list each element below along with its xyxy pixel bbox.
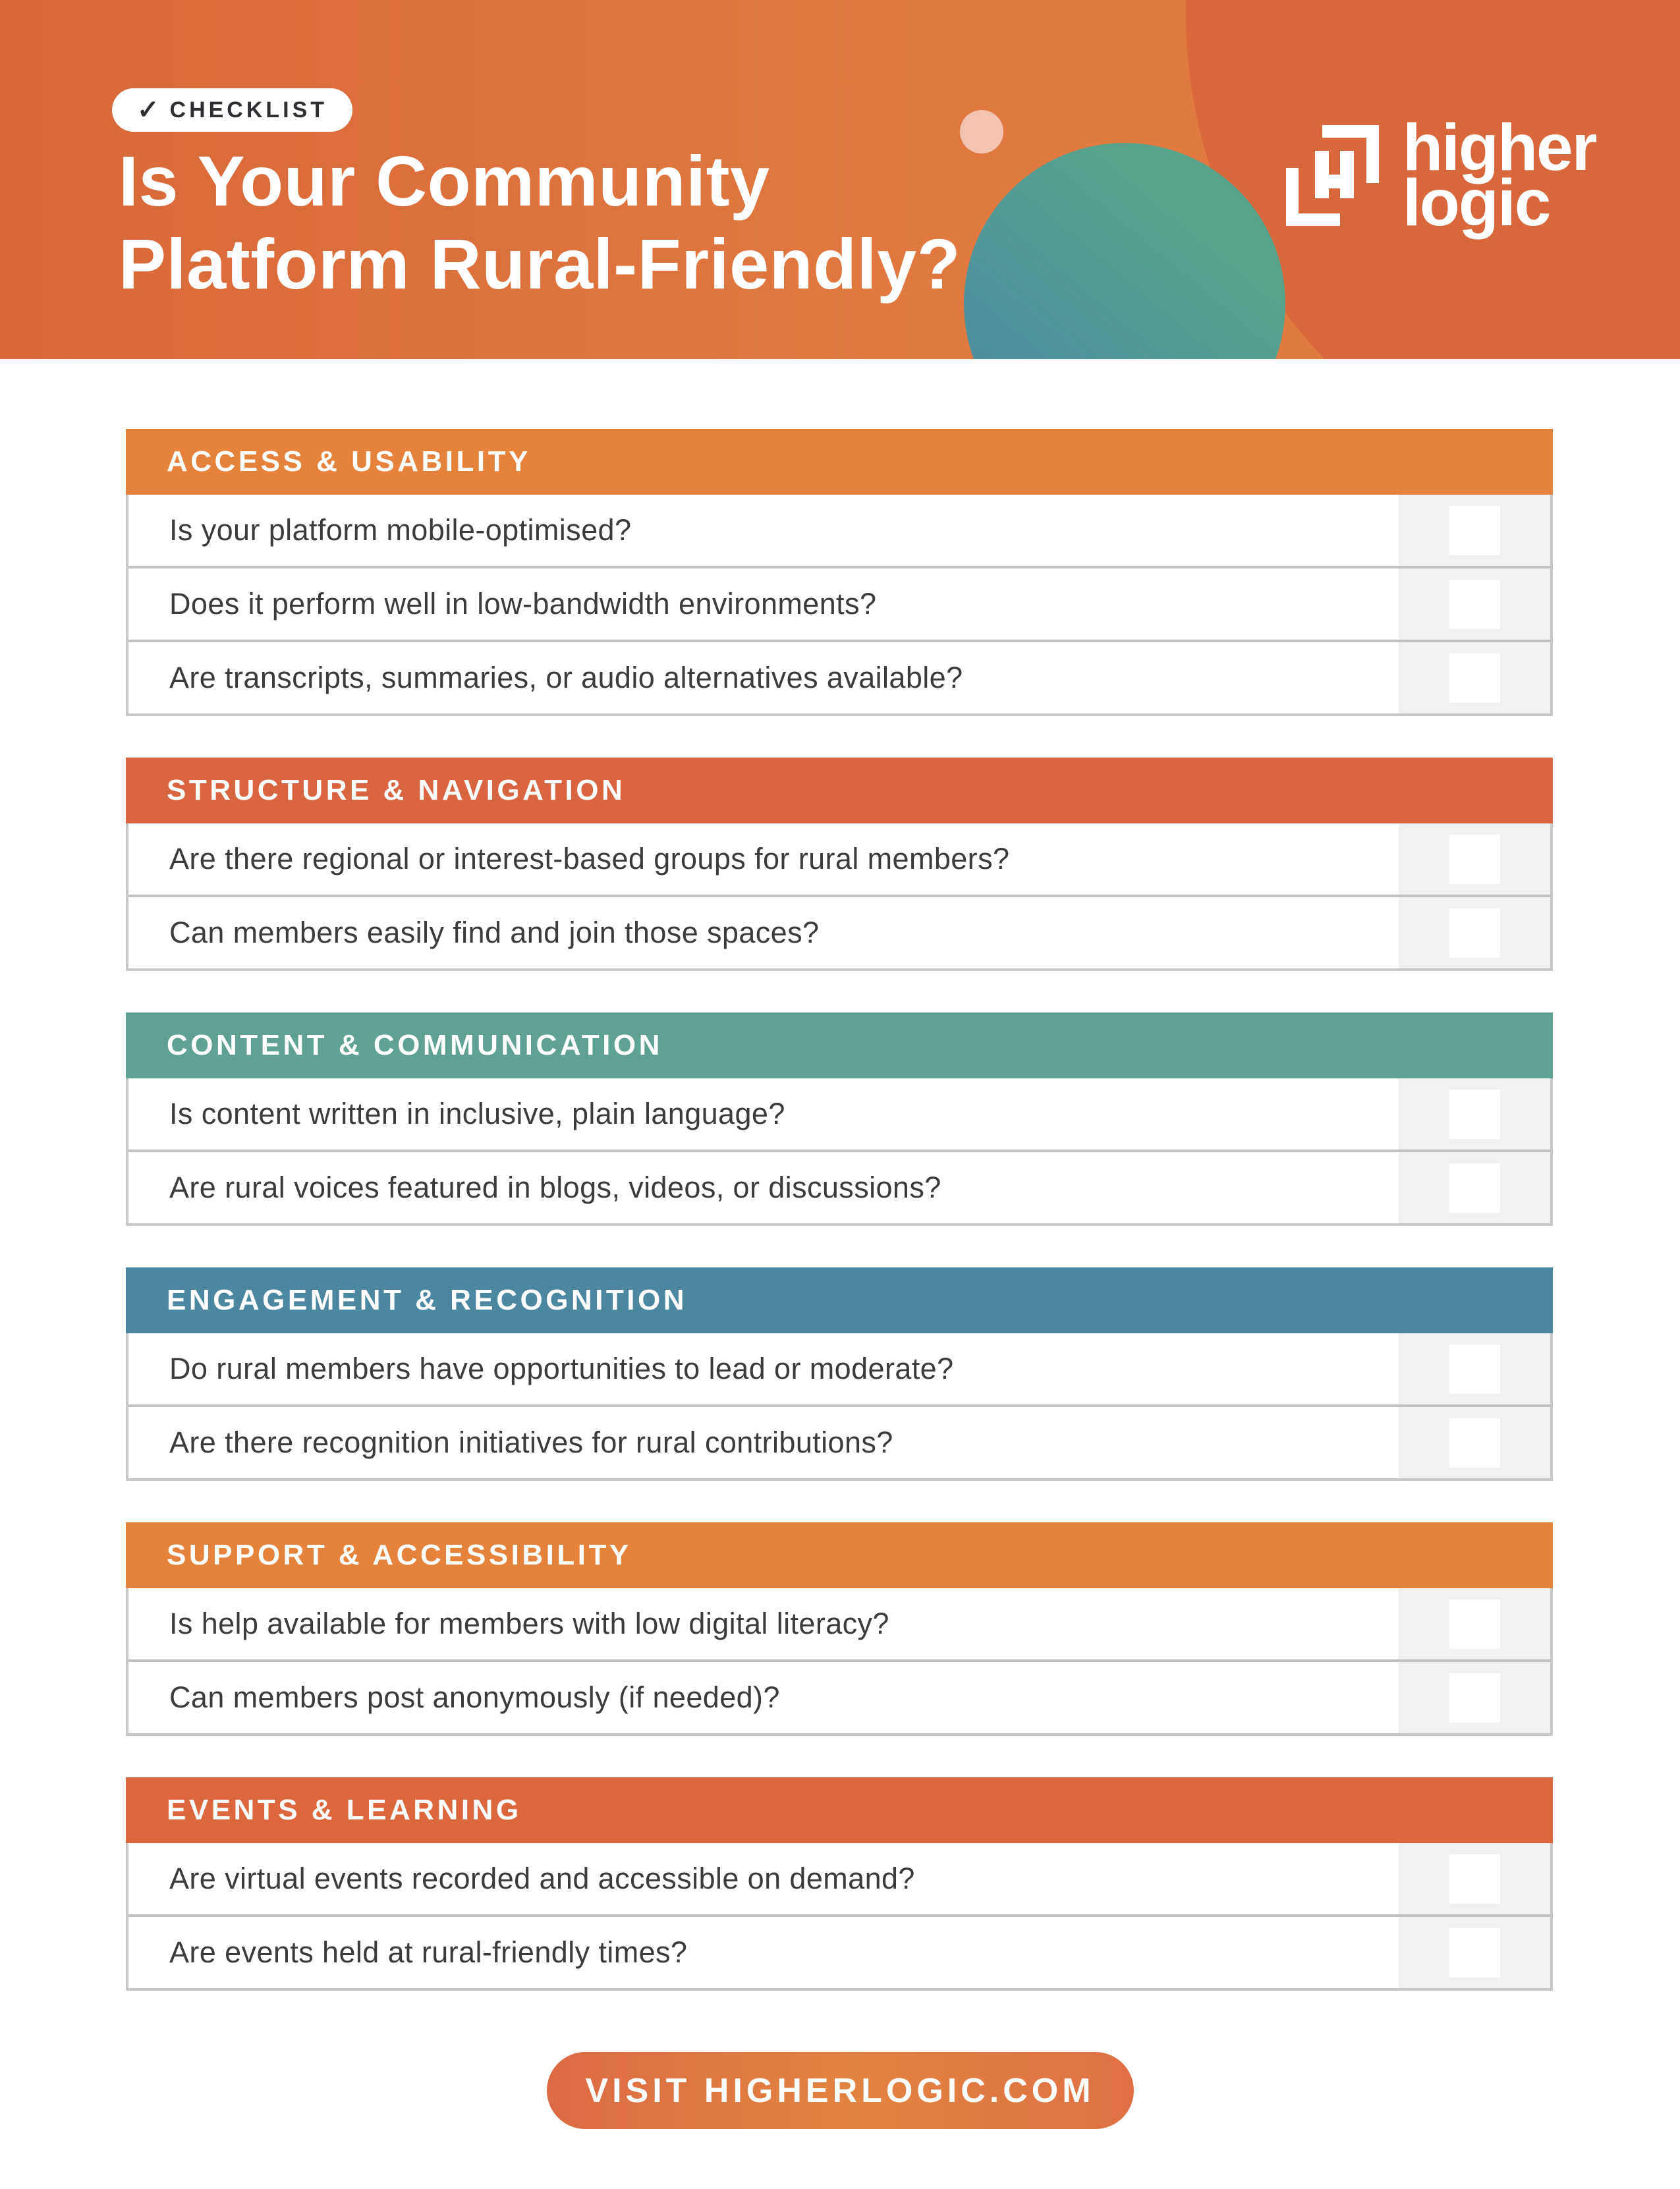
checkbox-column xyxy=(1399,568,1550,640)
checklist-row xyxy=(128,640,1550,713)
checkbox-column xyxy=(1399,1078,1550,1150)
checklist-badge xyxy=(112,88,352,132)
checkbox-column xyxy=(1399,1333,1550,1404)
checklist-item-label: Does it perform well in low-bandwidth environments? xyxy=(169,587,877,621)
checklist-item-label: Is your platform mobile-optimised? xyxy=(169,513,632,547)
higher-logic-logo xyxy=(1286,111,1596,240)
section-header-engagement-and-recognition: ENGAGEMENT & RECOGNITION xyxy=(126,1267,1553,1333)
checkbox[interactable] xyxy=(1449,908,1500,958)
page-title-line2: Platform Rural-Friendly? xyxy=(119,224,961,304)
higher-logic-wordmark xyxy=(1403,111,1596,240)
checklist-row xyxy=(128,1588,1550,1659)
checklist-item-label: Is content written in inclusive, plain language? xyxy=(169,1097,785,1130)
checklist-row xyxy=(128,895,1550,968)
section-engagement-and-recognition xyxy=(126,1267,1553,1481)
checklist-item-label: Is help available for members with low digital literacy? xyxy=(169,1607,889,1640)
checklist-row xyxy=(128,823,1550,895)
checkbox-column xyxy=(1399,1662,1550,1733)
checkbox-column xyxy=(1399,642,1550,713)
section-rows xyxy=(126,495,1553,716)
checkbox[interactable] xyxy=(1449,835,1500,884)
decorative-dot-peach xyxy=(960,110,1003,153)
checklist-badge-label: CHECKLIST xyxy=(169,97,328,123)
checkbox[interactable] xyxy=(1449,1854,1500,1904)
checklist-row xyxy=(128,495,1550,566)
visit-higherlogic-button[interactable]: VISIT HIGHERLOGIC.COM xyxy=(547,2052,1134,2129)
checklist-item-label: Are virtual events recorded and accessible on demand? xyxy=(169,1862,915,1895)
checkbox-column xyxy=(1399,1152,1550,1223)
wordmark-line2: logic xyxy=(1403,166,1550,240)
checklist-item-label: Are events held at rural-friendly times? xyxy=(169,1935,688,1969)
checklist-item-label: Can members post anonymously (if needed)? xyxy=(169,1680,780,1714)
checkbox[interactable] xyxy=(1449,1928,1500,1978)
check-icon: ✓ xyxy=(137,96,159,125)
section-rows xyxy=(126,1843,1553,1991)
checkbox[interactable] xyxy=(1449,653,1500,703)
checkbox-column xyxy=(1399,495,1550,566)
section-header-access-and-usability: ACCESS & USABILITY xyxy=(126,429,1553,495)
page-title xyxy=(119,140,961,306)
checklist-item-label: Are transcripts, summaries, or audio alternatives available? xyxy=(169,661,963,694)
checklist-row xyxy=(128,1843,1550,1914)
checklist-item-label: Can members easily find and join those spaces? xyxy=(169,916,820,949)
section-header-support-and-accessibility: SUPPORT & ACCESSIBILITY xyxy=(126,1522,1553,1588)
section-header-events-and-learning: EVENTS & LEARNING xyxy=(126,1777,1553,1843)
section-content-and-communication xyxy=(126,1012,1553,1226)
checkbox-column xyxy=(1399,823,1550,895)
section-support-and-accessibility xyxy=(126,1522,1553,1736)
page-title-line1: Is Your Community xyxy=(119,141,770,221)
checkbox[interactable] xyxy=(1449,1163,1500,1213)
checklist-item-label: Do rural members have opportunities to lead or moderate? xyxy=(169,1352,954,1385)
checklist-row xyxy=(128,1404,1550,1478)
checklist-item-label: Are rural voices featured in blogs, videos, or discussions? xyxy=(169,1171,941,1204)
checkbox[interactable] xyxy=(1449,1673,1500,1723)
checkbox-column xyxy=(1399,897,1550,968)
checklist-sections xyxy=(0,429,1680,1991)
section-header-structure-and-navigation: STRUCTURE & NAVIGATION xyxy=(126,758,1553,823)
checkbox[interactable] xyxy=(1449,1418,1500,1468)
checklist-row xyxy=(128,1150,1550,1223)
checklist-item-label: Are there regional or interest-based groups for rural members? xyxy=(169,842,1010,875)
checkbox-column xyxy=(1399,1917,1550,1988)
wordmark-line1: higher xyxy=(1403,111,1596,184)
checklist-row xyxy=(128,1078,1550,1150)
section-rows xyxy=(126,1588,1553,1736)
section-header-content-and-communication: CONTENT & COMMUNICATION xyxy=(126,1012,1553,1078)
checkbox-column xyxy=(1399,1407,1550,1478)
header-banner xyxy=(0,0,1680,359)
section-rows xyxy=(126,823,1553,971)
checkbox-column xyxy=(1399,1843,1550,1914)
section-structure-and-navigation xyxy=(126,758,1553,971)
section-events-and-learning xyxy=(126,1777,1553,1991)
checkbox[interactable] xyxy=(1449,1090,1500,1139)
section-rows xyxy=(126,1078,1553,1226)
checklist-row xyxy=(128,1914,1550,1988)
checklist-row xyxy=(128,1333,1550,1404)
checkbox[interactable] xyxy=(1449,580,1500,629)
section-access-and-usability xyxy=(126,429,1553,716)
section-rows xyxy=(126,1333,1553,1481)
checkbox[interactable] xyxy=(1449,1599,1500,1649)
checkbox[interactable] xyxy=(1449,1344,1500,1394)
checkbox[interactable] xyxy=(1449,506,1500,555)
checkbox-column xyxy=(1399,1588,1550,1659)
checklist-row xyxy=(128,566,1550,640)
higher-logic-logo-icon xyxy=(1286,125,1379,226)
checklist-row xyxy=(128,1659,1550,1733)
checklist-item-label: Are there recognition initiatives for rural contributions? xyxy=(169,1426,893,1459)
